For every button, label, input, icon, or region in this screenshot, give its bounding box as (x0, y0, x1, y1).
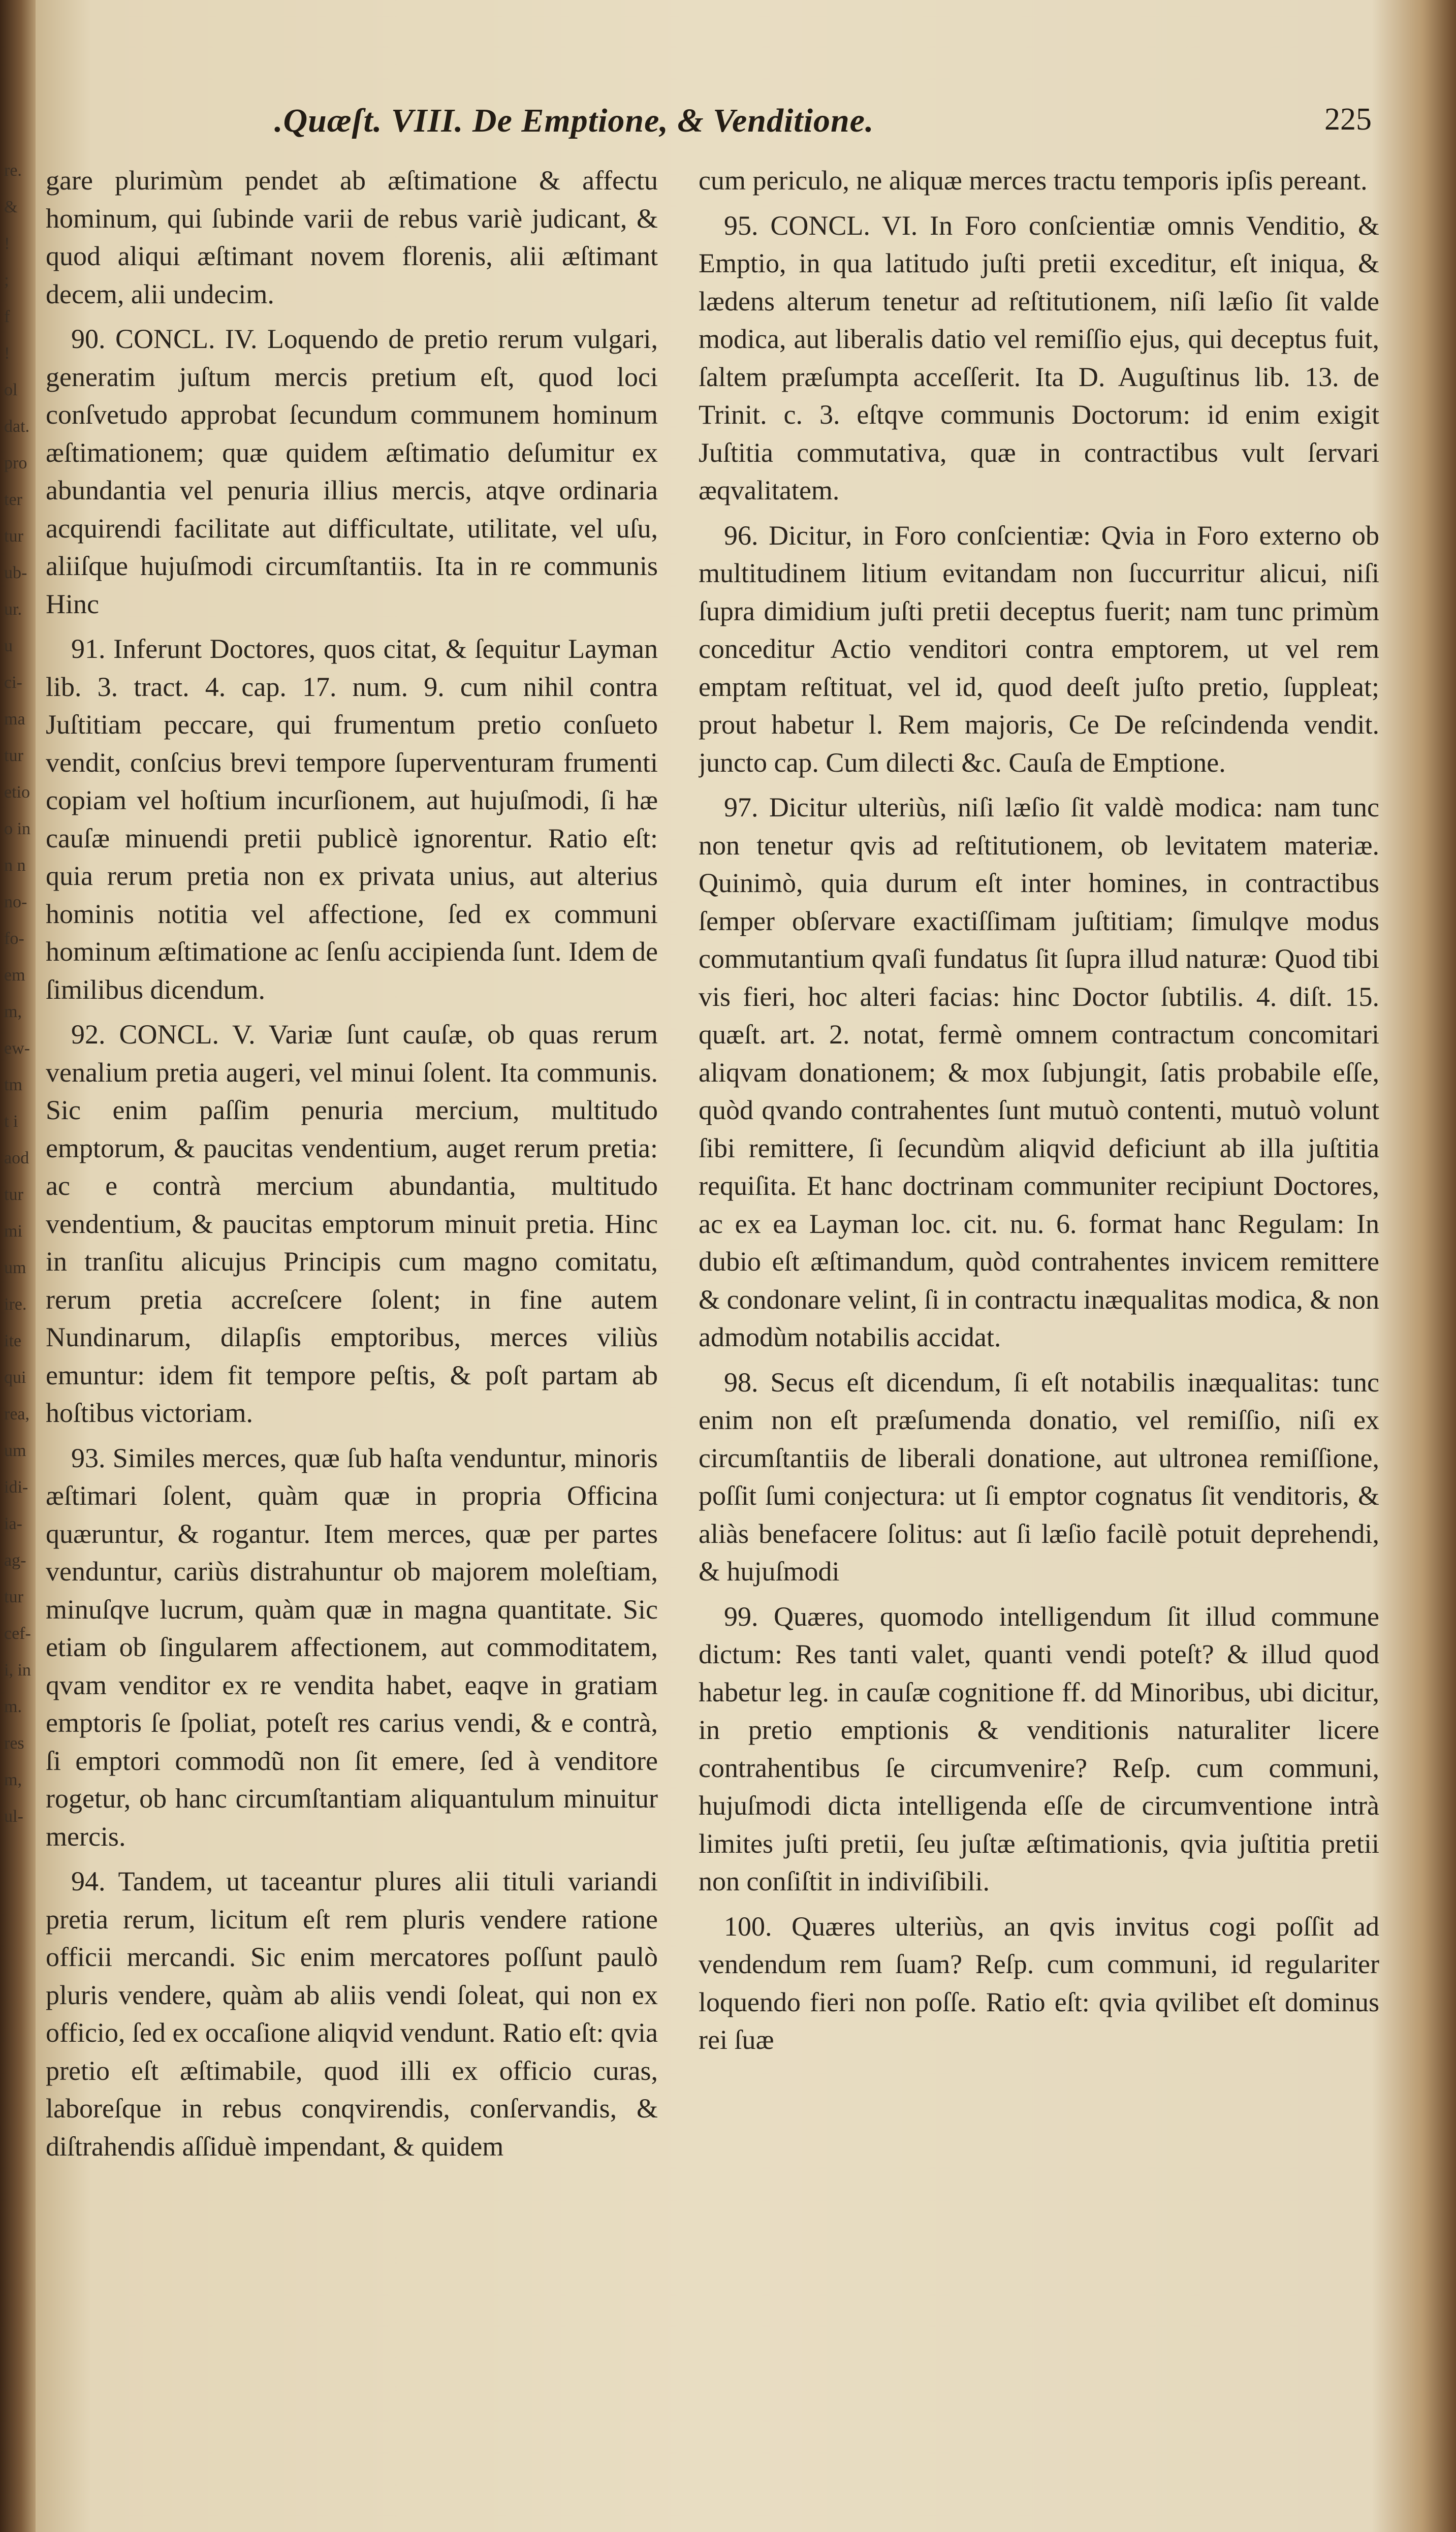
paragraph-97: 97. Dicitur ulteriùs, niſi læſio ſit valdè modica: nam tunc non tenetur qvis ad reſtitutionem, ob levitatem materiæ. Quinimò, quia durum eſt inter homines, in contractibus ſemper obſervare exactiſſimam juſtitiam; ſimulqve modus commutantium qvaſi fundatus ſit ſupra illud naturæ: Quod tibi vis fieri, hoc alteri facias: hinc Doctor ſubtilis. 4. diſt. 15. quæſt. art. 2. notat, fermè omnem contractum concomitari aliqvam donationem; & mox ſubjungit, ſatis probabile eſſe, quòd qvando contrahentes ſunt mutuò contenti, mutuò volunt ſibi remittere, ſi ſecundùm aliqvid deficiunt ab illa juſtitia requiſita. Et hanc doctrinam communiter recipiunt Doctores, ac ex ea Layman loc. cit. nu. 6. format hanc Regulam: In dubio eſt æſtimandum, quòd contrahentes invicem remittere & condonare velint, ſi in contractu inæqualitas modica, & non admodùm notabilis accidat. (699, 792, 1379, 1352)
paragraph-continuation: cum periculo, ne aliquæ merces tractu temporis ipſis pereant. (699, 165, 1368, 196)
edge-fragment: m, (4, 1770, 22, 1789)
edge-fragment: em (4, 966, 25, 985)
previous-page-edge (4, 152, 33, 2489)
paragraph-90: 90. CONCL. IV. Loquendo de pretio rerum vulgari, generatim juſtum mercis pretium eſt, quod loci conſvetudo approbat ſecundum communem hominum æſtimationem; quæ quidem æſtimatio deſumitur ex abundantia vel penuria illius mercis, atqve ordinaria acquirendi facilitate aut difficultate, utilitate, vel uſu, aliiſque hujuſmodi circumſtantiis. Ita in re communis Hinc (46, 324, 658, 619)
left-column (46, 162, 658, 2524)
edge-fragment: f (4, 307, 10, 326)
edge-fragment: ur. (4, 600, 22, 619)
paragraph-91: 91. Inferunt Doctores, quos citat, & ſequitur Layman lib. 3. tract. 4. cap. 17. num. 9. cum nihil contra Juſtitiam peccare, qui frumentum pretio conſueto vendit, conſcius brevi tempore ſuperventuram frumenti copiam vel hoſtium incurſionem, aut hujuſmodi, ſi hæ cauſæ minuendi pretii publicè ignorentur. Ratio eſt: quia rerum pretia non ex privata unius, aut alterius hominis notitia vel affectione, ſed ex communi hominum æſtimatione ac ſenſu accipienda ſunt. Idem de ſimilibus dicendum. (46, 634, 658, 1005)
edge-fragment: cef- (4, 1624, 31, 1643)
edge-fragment: ire. (4, 1295, 27, 1314)
edge-fragment: tur (4, 527, 23, 546)
edge-fragment: idi- (4, 1478, 28, 1497)
running-title: .Quæſt. VIII. De Emptione, & Venditione. (274, 102, 874, 139)
edge-fragment: um (4, 1441, 26, 1460)
edge-fragment: ul- (4, 1807, 23, 1826)
paragraph-100: 100. Quæres ulteriùs, an qvis invitus cogi poſſit ad vendendum rem ſuam? Reſp. cum communi, id regulariter loquendo fieri non poſſe. Ratio eſt: qvia qvilibet eſt dominus rei ſuæ (699, 1911, 1379, 2055)
edge-fragment: ew- (4, 1039, 30, 1058)
edge-fragment: ol (4, 381, 18, 399)
edge-fragment: qui (4, 1368, 26, 1387)
edge-fragment: m, (4, 1002, 22, 1021)
edge-fragment: ! (4, 344, 10, 363)
right-column (699, 162, 1379, 2524)
edge-fragment: mi (4, 1222, 22, 1241)
edge-fragment: ter (4, 490, 22, 509)
edge-fragment: ag- (4, 1551, 26, 1570)
edge-fragment: ia- (4, 1514, 22, 1533)
edge-fragment: aod (4, 1149, 29, 1167)
paragraph-98: 98. Secus eſt dicendum, ſi eſt notabilis inæqualitas: tunc enim non eſt præſumenda donatio, vel remiſſio, niſi ex circumſtantiis de liberali donatione, aut ultronea remiſſione, poſſit ſumi conjectura: ut ſi emptor cognatus ſit venditoris, & aliàs benefacere ſolitus: aut ſi læſio facilè potuit deprehendi, & hujuſmodi (699, 1367, 1379, 1587)
edge-fragment: tur (4, 1588, 23, 1606)
page-header (274, 102, 1392, 147)
paragraph-92: 92. CONCL. V. Variæ ſunt cauſæ, ob quas rerum venalium pretia augeri, vel minui ſolent. Ita communis. Sic enim paſſim penuria mercium, multitudo emptorum, & paucitas vendentium, auget rerum pretia: ac e contrà mercium abundantia, multitudo vendentium, & paucitas emptorum minuit pretia. Hinc in tranſitu alicujus Principis cum magno comitatu, rerum pretia accreſcere ſolent; in fine autem Nundinarum, dilapſis emptoribus, merces viliùs emuntur: idem fit tempore peſtis, & poſt partam ab hoſtibus victoriam. (46, 1019, 658, 1428)
edge-fragment: ma (4, 710, 25, 729)
edge-fragment: ci- (4, 673, 22, 692)
edge-fragment: pro (4, 454, 27, 472)
edge-fragment: ub- (4, 563, 27, 582)
edge-fragment: i, in (4, 1661, 31, 1680)
edge-fragment: o in (4, 819, 30, 838)
edge-fragment: rea, (4, 1405, 30, 1423)
paragraph-99: 99. Quæres, quomodo intelligendum ſit illud commune dictum: Res tanti valet, quanti vendi poteſt? & illud quod habetur leg. in cauſæ cognitione ff. dd Minoribus, ubi dicitur, in pretio emptionis & venditionis naturaliter licere contrahentibus ſe circumvenire? Reſp. cum communi, hujuſmodi dicta intelligenda eſſe de circumventione intrà limites juſti pretii, ſeu juſtæ æſtimationis, qvia juſtitia pretii non conſiſtit in indiviſibili. (699, 1601, 1379, 1896)
edge-fragment: etio (4, 783, 30, 802)
paragraph-continuation: gare plurimùm pendet ab æſtimatione & affectu hominum, qui ſubinde varii de rebus variè judicant, & quod aliqui æſtimant novem florenis, alii æſtimant decem, alii undecim. (46, 165, 658, 309)
edge-fragment: n n (4, 856, 26, 875)
edge-fragment: re. (4, 161, 22, 180)
edge-fragment: um (4, 1258, 26, 1277)
edge-fragment: u (4, 637, 13, 655)
edge-fragment: t i (4, 1112, 18, 1131)
edge-fragment: dat. (4, 417, 30, 436)
edge-fragment: fo- (4, 929, 24, 948)
paragraph-93: 93. Similes merces, quæ ſub haſta venduntur, minoris æſtimari ſolent, quàm quæ in propria Officina quæruntur, & rogantur. Item merces, quæ per partes venduntur, cariùs distrahuntur ob majorem moleſtiam, minuſqve lucrum, quàm quæ in magna quantitate. Sic etiam ob ſingularem affectionem, aut commoditatem, qvam venditor ex re vendita habet, eaqve in gratiam emptoris ſe ſpoliat, poteſt res carius vendi, & e contrà, ſi emptori commodũ non ſit emere, ſed à venditore rogetur, ob hanc circumſtantiam aliquantulum minuitur mercis. (46, 1442, 658, 1852)
edge-fragment: tm (4, 1075, 22, 1094)
edge-fragment: ite (4, 1332, 21, 1350)
paragraph-95: 95. CONCL. VI. In Foro conſcientiæ omnis Venditio, & Emptio, in qua latitudo juſti pretii exceditur, eſt iniqua, & lædens alterum tenetur ad reſtitutionem, niſi læſio ſit valde modica, aut liberalis datio vel remiſſio ejus, qui deceptus fuit, ſaltem præſumpta acceſſerit. Ita D. Auguſtinus lib. 13. de Trinit. c. 3. eſtqve communis Doctorum: id enim exigit Juſtitia commutativa, quæ in contractibus vult ſervari æqvalitatem. (699, 210, 1379, 505)
edge-fragment: no- (4, 893, 27, 911)
edge-fragment: res (4, 1734, 24, 1753)
edge-fragment: & (4, 198, 18, 216)
edge-fragment: ; (4, 271, 9, 290)
paragraph-94: 94. Tandem, ut taceantur plures alii tituli variandi pretia rerum, licitum eſt rem pluris vendere ratione officii mercandi. Sic enim mercatores poſſunt paulò pluris vendere, quàm ab aliis vendi ſoleat, qui non ex officio, ſed ex occaſione aliqvid vendunt. Ratio eſt: qvia pretio eſt æſtimabile, quod illi ex officio curas, laboreſque in rebus conqvirendis, conſervandis, & diſtrahendis aſſiduè impendant, & quidem (46, 1866, 658, 2162)
edge-fragment: tur (4, 746, 23, 765)
page-number: 225 (1324, 102, 1372, 137)
edge-fragment: ! (4, 234, 10, 253)
paragraph-96: 96. Dicitur, in Foro conſcientiæ: Qvia in Foro externo ob multitudinem litium evitandam non ſuccurritur alicui, niſi ſupra dimidium juſti pretii deceptus fuerit; nam tunc primùm conceditur Actio venditori contra emptorem, ut vel rem emptam reſtituat, vel id, quod deeſt juſto pretio, ſuppleat; prout habetur l. Rem majoris, Ce De reſcindenda vendit. juncto cap. Cum dilecti &c. Cauſa de Emptione. (699, 520, 1379, 778)
edge-fragment: m. (4, 1697, 22, 1716)
edge-fragment: tur (4, 1185, 23, 1204)
